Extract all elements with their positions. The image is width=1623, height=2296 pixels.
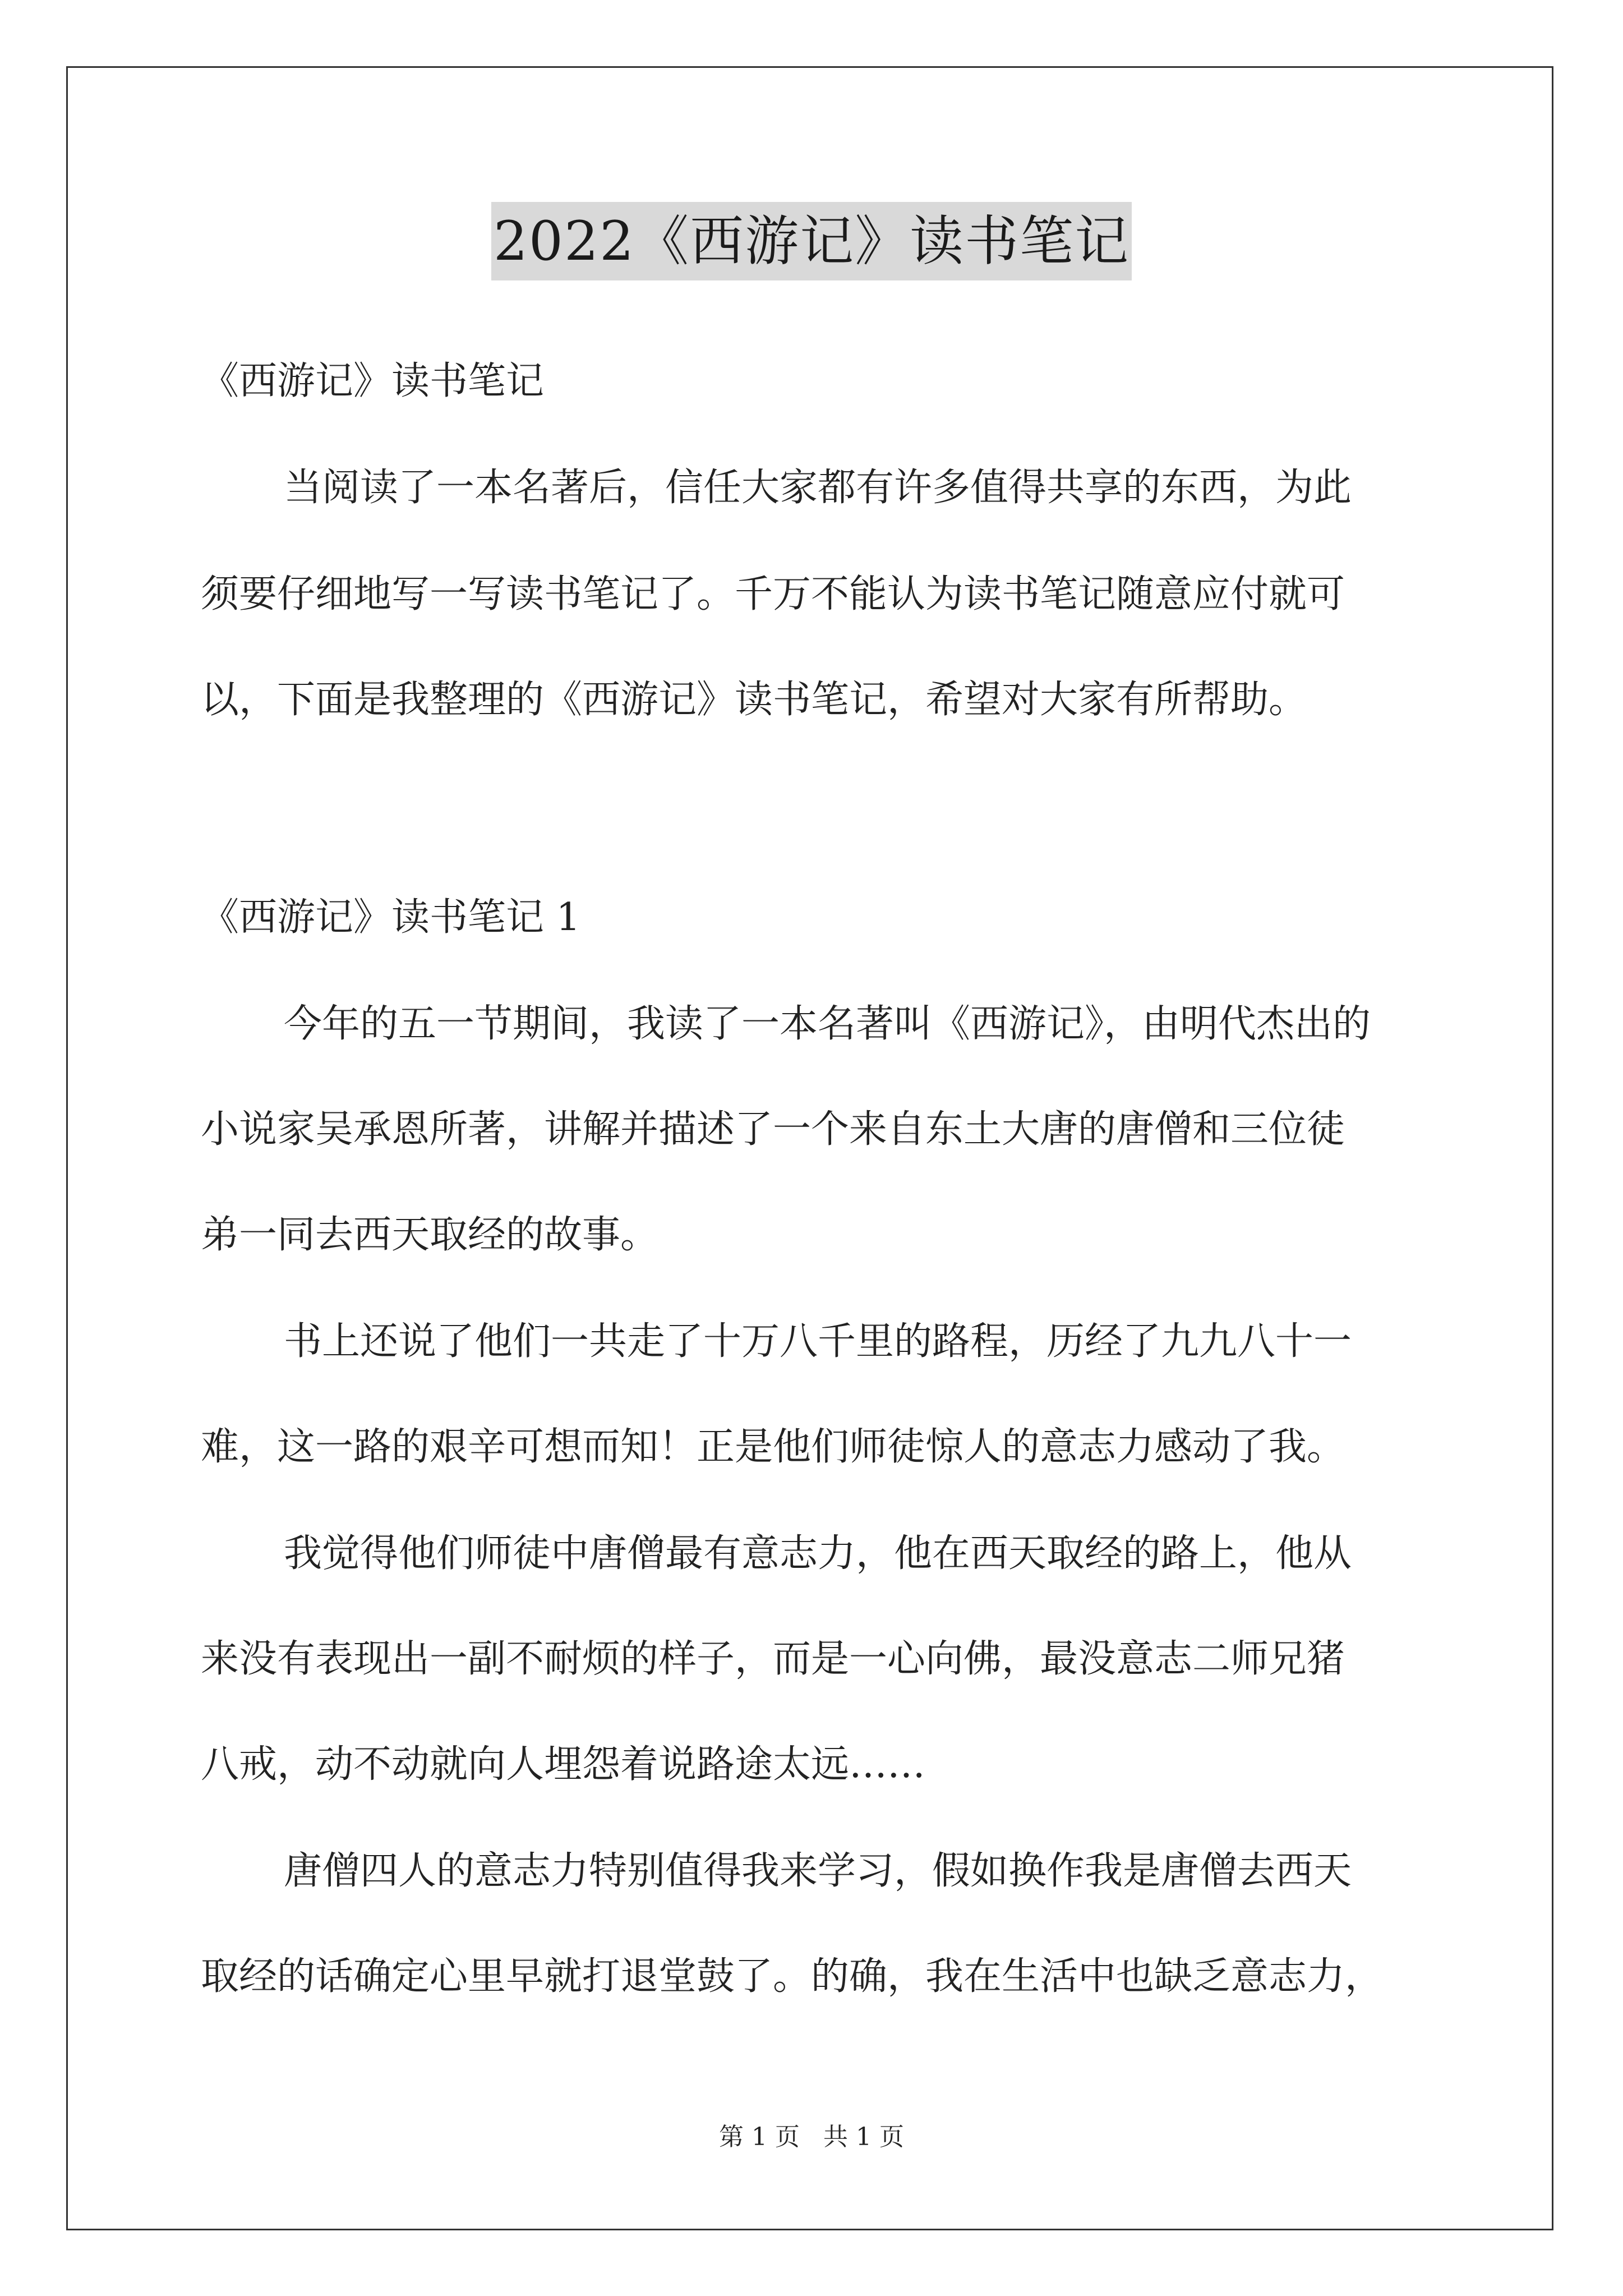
- paragraph-line: 唐僧四人的意志力特别值得我来学习，假如换作我是唐僧去西天: [284, 1849, 1352, 1893]
- paragraph-line: 书上还说了他们一共走了十万八千里的路程，历经了九九八十一: [284, 1319, 1352, 1364]
- intro-line: 须要仔细地写一写读书笔记了。千万不能认为读书笔记随意应付就可: [201, 572, 1345, 616]
- subtitle: 《西游记》读书笔记: [201, 359, 545, 403]
- paragraph-line: 来没有表现出一副不耐烦的样子，而是一心向佛，最没意志二师兄猪: [201, 1637, 1345, 1681]
- intro-line: 以，下面是我整理的《西游记》读书笔记，希望对大家有所帮助。: [201, 678, 1307, 722]
- paragraph-line: 弟一同去西天取经的故事。: [201, 1213, 659, 1257]
- section-heading: 《西游记》读书笔记 1: [201, 895, 580, 940]
- paragraph-line: 取经的话确定心里早就打退堂鼓了。的确，我在生活中也缺乏意志力，: [201, 1954, 1384, 1999]
- page-footer: 第 1 页 共 1 页: [719, 2123, 904, 2151]
- document-title: 2022《西游记》读书笔记: [491, 202, 1132, 280]
- paragraph-line: 难，这一路的艰辛可想而知！正是他们师徒惊人的意志力感动了我。: [201, 1425, 1345, 1469]
- title-wrap: [0, 202, 1623, 280]
- paragraph-line: 今年的五一节期间，我读了一本名著叫《西游记》，由明代杰出的: [284, 1002, 1371, 1046]
- paragraph-line: 我觉得他们师徒中唐僧最有意志力，他在西天取经的路上，他从: [284, 1531, 1352, 1576]
- paragraph-line: 小说家吴承恩所著，讲解并描述了一个来自东土大唐的唐僧和三位徒: [201, 1107, 1345, 1152]
- paragraph-line: 八戒，动不动就向人埋怨着说路途太远……: [201, 1742, 926, 1787]
- intro-line: 当阅读了一本名著后，信任大家都有许多值得共享的东西，为此: [284, 466, 1352, 510]
